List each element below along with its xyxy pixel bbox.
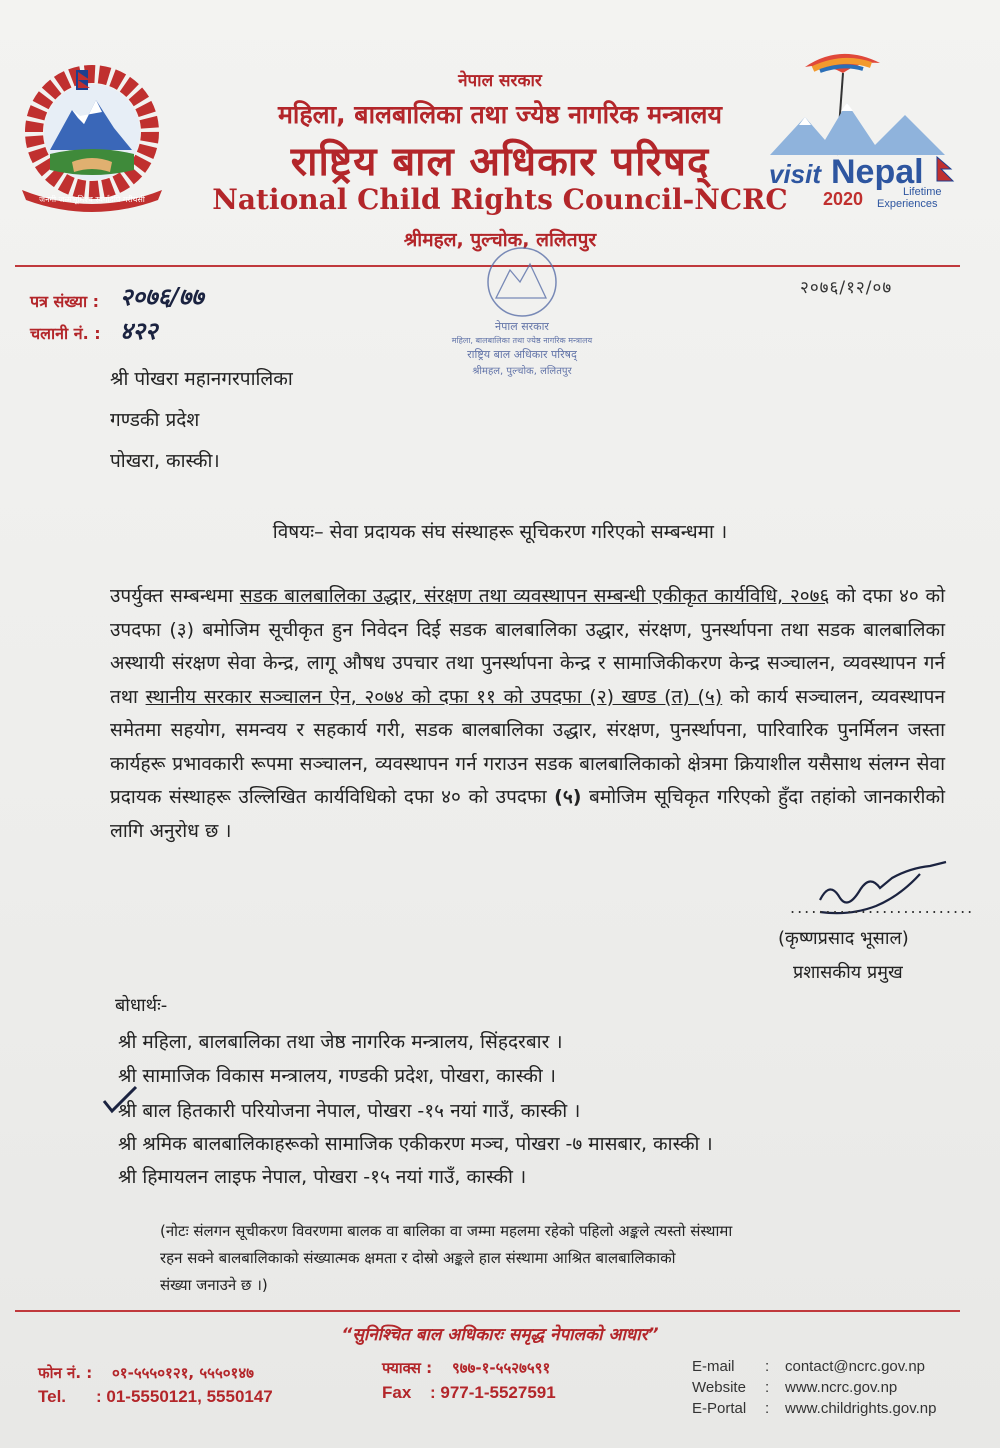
nepal-text: Nepal [831,153,924,191]
footer-divider [15,1310,960,1312]
cc-item: श्री महिला, बालबालिका तथा जेष्ठ नागरिक मन्त्रालय, सिंहदरबार । [118,1031,563,1053]
visit-text: visit [769,159,822,189]
note-line-2: रहन सक्ने बालबालिकाको संख्यात्मक क्षमता र दोस्रो अङ्कले हाल संस्थामा आश्रित बालबालिकाको [160,1249,676,1267]
letter-body: उपर्युक्त सम्बन्धमा सडक बालबालिका उद्धार, संरक्षण तथा व्यवस्थापन सम्बन्धी एकीकृत कार्यविधि, २०७६ को दफा ४० को उपदफा (३) बमोजिम सूचीकृत हुन निवेदन दिई सडक बालबालिका उद्धार, संरक्षण, पुनर्स्थापना तथा सडक बालबालिका अस्थायी संरक्षण सेवा केन्द्र, लागू औषध उपचार तथा पुनर्स्थापना केन्द्र र सामाजिकीकरण केन्द्र सञ्चालन, व्यवस्थापन गर्न तथा स्थानीय सरकार सञ्चालन ऐन, २०७४ को दफा ११ को उपदफा (२) खण्ड (त) (५) को कार्य सञ्चालन, व्यवस्थापन समेतमा सहयोग, समन्वय र सहकार्य गरी, सडक बालबालिका उद्धार, संरक्षण, पुनर्स्थापना, पारिवारिक पुनर्मिलन जस्ता कार्यहरू प्रभावकारी रूपमा सञ्चालन, व्यवस्थापन गर्न गराउन सडक बालबालिकाको क्षेत्रमा क्रियाशील यसैसाथ संलग्न सेवा प्रदायक संस्थाहरू उल्लिखित कार्यविधिको दफा ४० को उपदफा (५) बमोजिम सूचिकृत गरिएको हुँदा तहांको जानकारीको लागि अनुरोध छ । [110,585,946,842]
portal-sep: : [765,1400,770,1417]
fax-en: : 977-1-5527591 [430,1383,556,1402]
council-title-en: National Child Rights Council-NCRC [212,183,788,216]
letter-date: २०७६/१२/०७ [800,278,893,298]
procedure-reference: सडक बालबालिका उद्धार, संरक्षण तथा व्यवस्थापन सम्बन्धी एकीकृत कार्यविधि, २०७६ [239,585,830,607]
council-title-np: राष्ट्रिय बाल अधिकार परिषद् [290,139,710,185]
note-line-3: संख्या जनाउने छ ।) [160,1276,268,1294]
office-stamp [430,212,615,387]
visit-tag-1: Lifetime [903,186,942,198]
signatory-name: (कृष्णप्रसाद भूसाल) [778,928,909,949]
signatory-title: प्रशासकीय प्रमुख [793,962,903,983]
email-label: E-mail [692,1358,735,1375]
council-address: श्रीमहल, पुल्चोक, ललितपुर [403,229,597,251]
note-line-1: (नोटः संलगन सूचीकरण विवरणमा बालक वा बालिका वा जम्मा महलमा रहेको पहिलो अङ्कले त्यस्तो संस्थामा [160,1222,733,1240]
website-link[interactable]: www.ncrc.gov.np [785,1379,898,1396]
cc-item: श्री बाल हितकारी परियोजना नेपाल, पोखरा -१५ नयां गाउँ, कास्की । [118,1100,581,1122]
stamp-line-3: राष्ट्रिय बाल अधिकार परिषद् [467,348,577,361]
cc-heading: बोधार्थः- [115,995,168,1016]
footer-motto: “सुनिश्चित बाल अधिकारः समृद्ध नेपालको आधार” [341,1325,659,1345]
portal-link[interactable]: www.childrights.gov.np [785,1400,937,1417]
recipient-line-3: पोखरा, कास्की। [110,450,220,472]
stamp-line-1: नेपाल सरकार [495,320,549,333]
ref-no-label: पत्र संख्या : [30,292,100,311]
cc-item: श्री सामाजिक विकास मन्त्रालय, गण्डकी प्रदेश, पोखरा, कास्की । [118,1065,556,1087]
ref-no-value: २०७६/७७ [120,282,204,311]
stamp-line-2: महिला, बालबालिका तथा ज्येष्ठ नागरिक मन्त्रालय [451,336,593,345]
government-title: नेपाल सरकार [458,71,542,91]
stamp-line-4: श्रीमहल, पुल्चोक, ललितपुर [472,366,572,377]
phone-en-label: Tel. [38,1387,67,1406]
email-link[interactable]: contact@ncrc.gov.np [785,1358,926,1375]
signature-line: .......................... [790,898,975,917]
dispatch-no-value: ४२२ [120,316,158,345]
emblem-motto: जननी जन्मभूमिश्च स्वर्गादपि गरीयसी [39,195,145,204]
recipient-line-1: श्री पोखरा महानगरपालिका [110,368,293,390]
email-sep: : [765,1358,770,1375]
dispatch-no-label: चलानी नं. : [30,324,101,343]
phone-np: ०१-५५५०१२१, ५५५०१४७ [112,1364,254,1382]
phone-en: : 01-5550121, 5550147 [96,1387,273,1406]
letter-subject: विषयः– सेवा प्रदायक संघ संस्थाहरू सूचिकरण गरिएको सम्बन्धमा । [272,521,728,543]
website-label: Website [692,1379,746,1396]
ministry-title: महिला, बालबालिका तथा ज्येष्ठ नागरिक मन्त्रालय [277,100,723,129]
cc-item: श्री हिमायलन लाइफ नेपाल, पोखरा -१५ नयां गाउँ, कास्की । [118,1166,527,1188]
fax-np-label: फ्याक्स : [382,1359,433,1377]
fax-en-label: Fax [382,1383,412,1402]
phone-np-label: फोन नं. : [38,1364,93,1382]
website-sep: : [765,1379,770,1396]
visit-tag-2: Experiences [877,198,938,210]
visit-year: 2020 [823,189,864,209]
cc-item: श्री श्रमिक बालबालिकाहरूको सामाजिक एकीकरण मञ्च, पोखरा -७ मासबार, कास्की । [118,1133,713,1155]
act-reference: स्थानीय सरकार सञ्चालन ऐन, २०७४ को दफा ११ को उपदफा (२) खण्ड (त) (५) [145,685,723,708]
portal-label: E-Portal [692,1400,747,1417]
recipient-line-2: गण्डकी प्रदेश [110,409,200,431]
handwritten-check-icon [100,1085,140,1115]
fax-np: ९७७-१-५५२७५९१ [452,1359,551,1377]
